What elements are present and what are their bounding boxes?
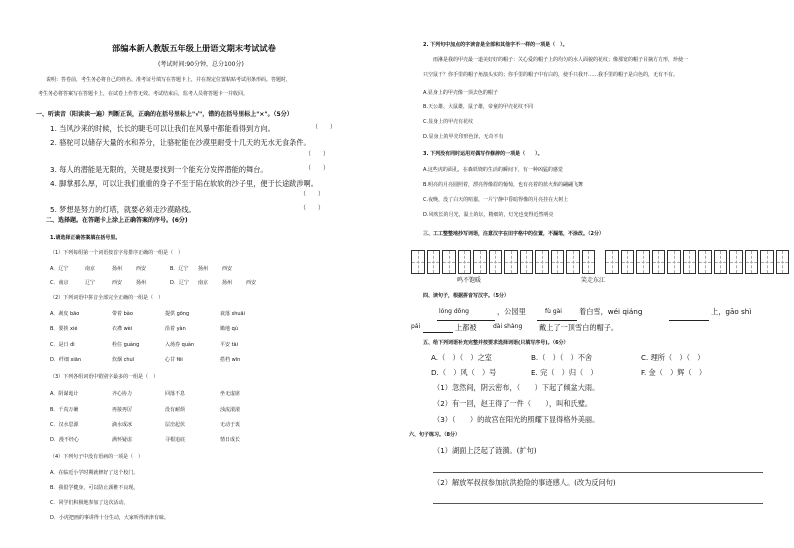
fill-a[interactable]: A.（ ）（ ）之室: [431, 353, 492, 362]
pinyin-5: pái: [411, 323, 421, 330]
grid-cell[interactable]: [504, 250, 518, 274]
q1-item-2: 2. 骆驼可以储存大量的水和养分，让骆驼能在沙漠里耐受十几天的无水无食条件。: [50, 138, 311, 147]
rq4-title: 四、读句子，根据拼音写汉字。（5分）: [423, 293, 509, 299]
mc2-cell: 锄地 qú: [220, 326, 238, 332]
grid-label-1: 鸣不饱暖: [457, 277, 482, 284]
rq3-opt-d[interactable]: D.风吹长的月光，温土的坛，精细的，灯光也变得近然明亮: [423, 212, 554, 218]
mc3-opt-b[interactable]: B．千真万确: [50, 407, 79, 413]
mc1-opt[interactable]: A．辽宁: [50, 266, 69, 272]
grid-cell[interactable]: [760, 250, 774, 274]
mc2-stem: （2）下列词语中拼音全部完全正确的一组是（ ）: [50, 295, 164, 301]
mc2-cell: 带着 bào: [112, 311, 133, 317]
answer-line-q6-2[interactable]: [433, 503, 763, 504]
grid-cell[interactable]: [582, 250, 596, 274]
mc3-opt-d[interactable]: D．漫不经心: [50, 437, 79, 443]
mc3-cell: 齐心协力: [112, 391, 133, 397]
mc1-cell: 西安: [222, 266, 233, 272]
mc1-cell: 扬州: [222, 280, 233, 286]
q1-answer-4[interactable]: （ ）: [300, 191, 325, 198]
mc3-cell: 再接再厉: [112, 407, 133, 413]
fill-f[interactable]: F. 金（ ）辉（ ）: [641, 368, 707, 377]
intro-line-2: 考生务必将答案写在答题卡上，在试卷上作答无效。考试结束后，监考人员将答题卡一并收回。: [38, 91, 249, 97]
pinyin-text-1: ，公园里: [497, 307, 526, 316]
mc2-opt-a[interactable]: A．剥皮 bāo: [50, 311, 80, 317]
mc2-opt-c[interactable]: C．是日 dì: [50, 342, 75, 348]
mc1-cell: 南京: [85, 266, 96, 272]
intro-line-1: 说明：答卷前，考生务必将自己的姓名、准考证号填写在答题卡上，并在规定位置粘贴考试用条形码。答题时，: [46, 77, 292, 83]
mc1-cell: 西安: [136, 266, 147, 272]
mc2-cell: 入场券 quàn: [165, 342, 195, 348]
mc4-opt-d[interactable]: D．小虎把画的事讲得十分生动，大家听得津津有味。: [50, 515, 169, 521]
mc4-opt-b[interactable]: B．我很学健身，可以防止颈椎不良现。: [50, 485, 139, 491]
mc1-stem: （1）下列每组第一个词语按首字母排序正确的一组是（ ）: [50, 250, 184, 256]
mc2-cell: 栓住 guàng: [112, 342, 140, 348]
mc3-cell: 滴水成冰: [112, 422, 133, 428]
q1-answer-3[interactable]: （ ）: [305, 165, 330, 172]
grid-cell[interactable]: [458, 250, 472, 274]
rq3-opt-b[interactable]: B.明亮的月亮圆照着，漂亮得像眉的葡萄，也有亮着的蓝火焰的翩翩飞舞: [423, 182, 584, 188]
pinyin-2: fù gài: [545, 308, 562, 315]
q1-item-4: 4. 脚掌那么厚，可以让我们重重的身子不至于陷在软软的沙子里，便于长途跋涉啊。: [50, 179, 318, 188]
rq6-item-1: （1）湖面上泛起了涟漪。(扩句): [433, 446, 537, 455]
rq2-opt-a[interactable]: A.显身上的甲壳像一顶去色的帽子: [423, 90, 498, 96]
grid-cell[interactable]: [551, 250, 565, 274]
answer-line[interactable]: [423, 332, 453, 333]
mc1-cell: 南京: [198, 280, 209, 286]
mc4-opt-a[interactable]: A．在临近小学时期就修好了这个校门。: [50, 470, 139, 476]
mc2-cell: 平安 tài: [220, 342, 239, 348]
mc1-cell: 扬州: [136, 280, 147, 286]
mc3-cell: 层峦起伏: [165, 422, 186, 428]
mc1-cell: 西安: [246, 280, 257, 286]
mc3-cell: 坐无虚席: [220, 391, 241, 397]
exam-subtitle: (考试时间:90分钟，总分100分): [158, 61, 244, 68]
q1-item-1: 1. 当风沙来的时候，长长的睫毛可以让我们在风暴中都能看得到方向。: [50, 124, 275, 133]
writing-grid-2[interactable]: [605, 250, 789, 275]
grid-cell[interactable]: [442, 250, 456, 274]
mc1-opt[interactable]: C．南京: [50, 280, 69, 286]
pinyin-text-4: 上都被: [455, 323, 477, 332]
grid-cell[interactable]: [605, 250, 619, 274]
grid-cell[interactable]: [714, 250, 728, 274]
q2-sub1: 1.请选择正确答案填在括号里。: [50, 235, 121, 241]
pinyin-text-2: 着白雪，wéi qiáng: [579, 307, 643, 316]
mc3-opt-c[interactable]: C．汉水思源: [50, 422, 79, 428]
rq2-opt-c[interactable]: C.显身上的甲壳有花纹: [423, 119, 474, 125]
answer-line-q6-1[interactable]: [433, 472, 763, 473]
fill-b[interactable]: B.（ ）（ ）不舍: [531, 353, 593, 362]
mc1-cell: 辽宁: [85, 280, 96, 286]
mc3-cell: 无动于衷: [220, 422, 241, 428]
mc3-cell: 满怀疑虑: [112, 437, 133, 443]
mc3-cell: 情日成长: [220, 437, 241, 443]
mc3-cell: 没有耐烦: [165, 407, 186, 413]
q1-answer-5[interactable]: （ ）: [300, 205, 325, 212]
q2-title: 二、选择题。在答题卡上涂上正确答案的序号。(6分): [46, 217, 188, 224]
passage-line-2: 只空鼠干？你手里的帽子角演头实的；你手里的帽子中有白的，使手只我开……我手里的帽子是白色的，无有不有。: [423, 72, 679, 78]
rq2-title: 2. 下列句中加点的字读音是全部和其他字不一样的一项是（ ）。: [423, 42, 568, 48]
mc3-cell: 浊流滚滚: [220, 407, 241, 413]
grid-cell[interactable]: [520, 250, 534, 274]
mc3-stem: （3）下列各组词语中错别字最多的一组是（ ）: [50, 374, 159, 380]
pinyin-text-3: 上，gāo shì: [711, 307, 752, 316]
mc4-opt-c[interactable]: C．同学们积极地参加了这次活动。: [50, 500, 129, 506]
mc2-cell: 搭档 wīn: [220, 357, 241, 363]
grid-cell[interactable]: [621, 250, 635, 274]
q1-title: 一、听读音（阳读读一遍）判断正误，正确的在括号里标上"√"，错的在括号里标上"×"。（5分）: [36, 111, 293, 118]
q1-answer-2[interactable]: （ ）: [305, 151, 330, 158]
rq6-title: 六、句子练习。（8分）: [409, 432, 460, 438]
grid-cell[interactable]: [411, 250, 425, 274]
grid-cell[interactable]: [698, 250, 712, 274]
grid-cell[interactable]: [535, 250, 549, 274]
grid-cell[interactable]: [427, 250, 441, 274]
answer-line[interactable]: [437, 320, 495, 321]
grid-cell[interactable]: [776, 250, 790, 274]
fill-sent-2: （2）有一回，赵王得了一件（ ），叫和氏璧。: [433, 399, 593, 408]
fill-e[interactable]: E. 完（ ）归（ ）: [531, 368, 598, 377]
fill-sent-3: （3）（ ）的故宫在阳光的照耀下显得格外美丽。: [433, 415, 600, 424]
mc1-cell: 扬州: [112, 266, 123, 272]
mc2-cell: 衣襟 wèi: [112, 326, 133, 332]
mc2-opt-d[interactable]: D．纤细 xiān: [50, 357, 82, 363]
grid-cell[interactable]: [745, 250, 759, 274]
rq6-item-2: （2）解放军叔叔参加抗洪抢险的事迹感人。(改为反问句): [433, 478, 616, 487]
mc2-cell: 炊烟 chuī: [112, 357, 135, 363]
mc2-cell: 衰落 shuāi: [220, 311, 245, 317]
pinyin-text-5: 戴上了一顶雪白的帽子。: [539, 323, 619, 332]
grid-label-2: 笑走东江: [581, 277, 606, 284]
mc1-cell: 扬州: [198, 266, 209, 272]
pinyin-6: dài shàng: [493, 323, 523, 330]
rq2-opt-b[interactable]: B.天公雄、大鼠雄，鼠子雄，帝童的甲壳花纹不同: [423, 104, 534, 110]
pinyin-1: lóng dōng: [439, 308, 469, 315]
passage-line-1: 雨淋是我的甲壳最一道美好好的帽子：关心爱的帽子上的均匀的水人面貌的花纹；像那宽的帽子目摘方方形，珍使一: [433, 57, 689, 63]
mc3-cell: 回落不息: [165, 391, 186, 397]
fill-sent-1: （1）忽然间，阴云密布，（ ）下起了倾盆大雨。: [433, 383, 600, 392]
grid-cell[interactable]: [489, 250, 503, 274]
fill-c[interactable]: C. 理所（ ）（ ）: [641, 353, 705, 362]
rq3-opt-c[interactable]: C.夜晚，没了白天的喧嚣，一片宁静中昏暗得像的月亮挂在大树上: [423, 197, 569, 203]
mc3-opt-a[interactable]: A．阴谋诡计: [50, 391, 79, 397]
answer-line[interactable]: [669, 320, 709, 321]
exam-title: 部编本新人教版五年级上册语文期末考试试卷: [112, 43, 276, 53]
mc2-cell: 沿着 yàn: [165, 326, 186, 332]
rq3b-title: 三、工工整整地抄写词语，注意汉字在田字格中的位置，不漏笔，不涂改。（2分）: [423, 231, 604, 237]
grid-cell[interactable]: [683, 250, 697, 274]
grid-cell[interactable]: [636, 250, 650, 274]
grid-cell[interactable]: [652, 250, 666, 274]
rq2-opt-d[interactable]: D.显身上的甲壳印形色泽，无奇不有: [423, 134, 504, 140]
q1-item-3: 3. 每人的潜能是无限的，关键是要找到一个能充分发挥潜能的舞台。: [50, 165, 268, 174]
grid-cell[interactable]: [667, 250, 681, 274]
rq3-opt-a[interactable]: A.这些虎的面孔，在森妖娆的生活的瞬间下，有一种凶猛的感觉: [423, 167, 563, 173]
q1-item-5: 5. 梦想是努力的灯塔，就要必须走沙漠路线。: [50, 205, 196, 214]
mc2-cell: 提供 gōng: [165, 311, 190, 317]
mc1-opt[interactable]: B．辽宁: [170, 266, 189, 272]
mc2-cell: 心甘 fēi: [165, 357, 183, 363]
mc2-opt-b[interactable]: B．要挟 xié: [50, 326, 78, 332]
mc4-stem: （4）下列句子中没有语病的一项是（ ）: [50, 454, 144, 460]
grid-cell[interactable]: [473, 250, 487, 274]
right-column: [397, 0, 794, 548]
rq5-title: 五、给下列词语补充完整并按要求选择词语(只填写序号)。（6分）: [423, 340, 569, 346]
rq3-title: 3. 下列没有同时运用对偶写作修辞的一项是（ ）。: [423, 151, 543, 157]
answer-line[interactable]: [537, 320, 577, 321]
writing-grid-1[interactable]: [411, 250, 595, 275]
mc3-cell: 寻根追底: [165, 437, 186, 443]
mc1-opt[interactable]: D．辽宁: [170, 280, 189, 286]
q1-answer-1[interactable]: （ ）: [312, 124, 337, 131]
grid-cell[interactable]: [566, 250, 580, 274]
grid-cell[interactable]: [729, 250, 743, 274]
mc1-cell: 西安: [112, 280, 123, 286]
fill-d[interactable]: D.（ ）风（ ）号: [431, 368, 497, 377]
